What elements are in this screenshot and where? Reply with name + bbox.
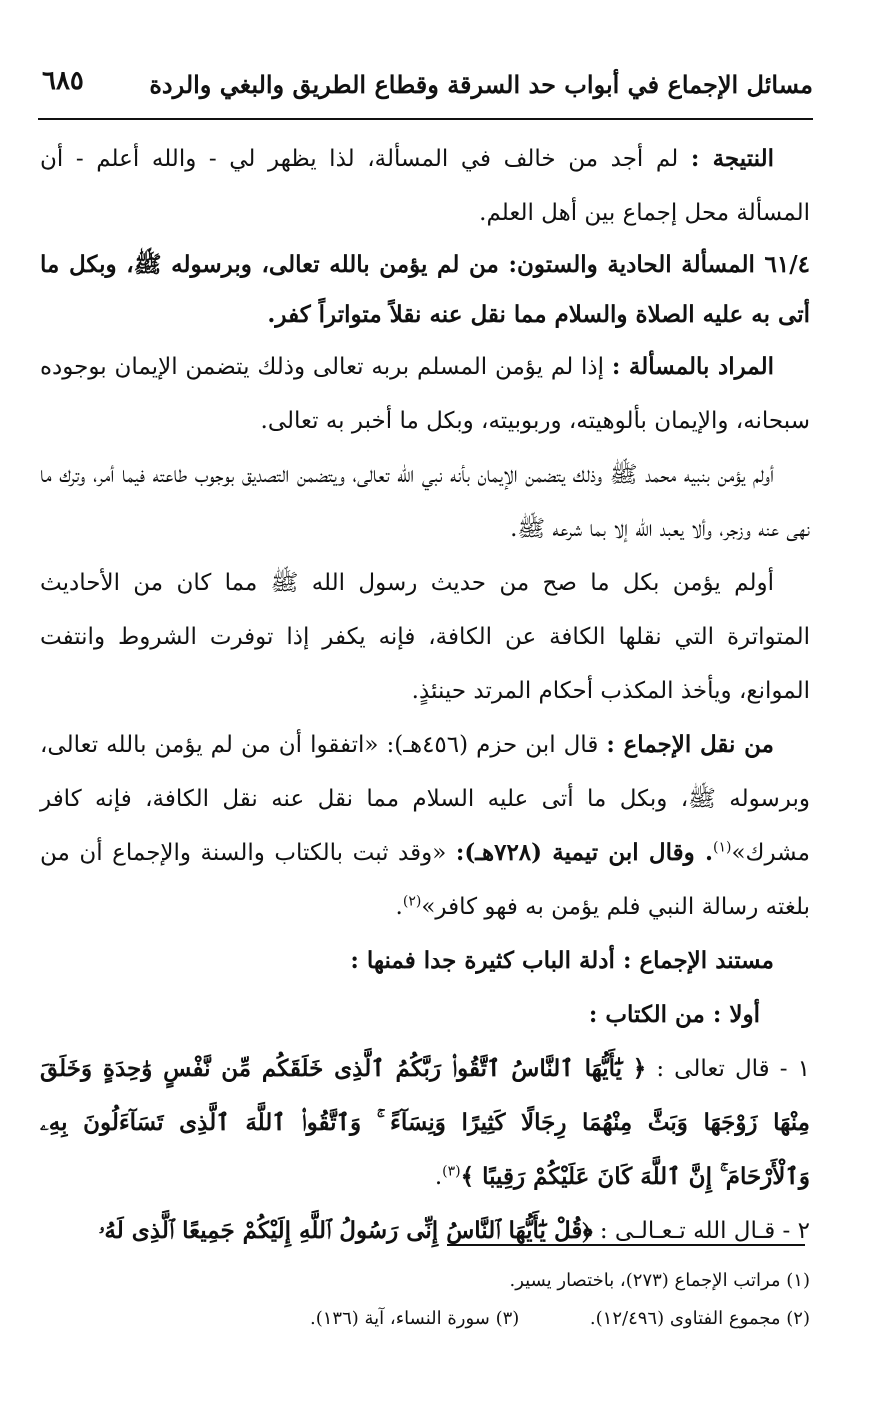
main-text bbox=[40, 132, 810, 1258]
meaning-label: المراد بالمسألة : bbox=[611, 353, 774, 380]
consensus-paragraph bbox=[40, 718, 810, 934]
verse-1-intro: ١ - قال تعالى : bbox=[646, 1056, 810, 1082]
chapter-title: مسائل الإجماع في أبواب حد السرقة وقطاع الطريق والبغي والردة bbox=[149, 70, 813, 99]
result-paragraph bbox=[40, 132, 810, 240]
consensus-text-1: قال ابن حزم (٤٥٦هـ): «اتفقوا أن من لم يؤمن بالله تعالى، وبرسوله ﷺ، وبكل ما أتى عليه السلام مما نقل عنه نقل الكافة، فإنه كافر مشرك» bbox=[40, 732, 810, 866]
footnote-row-2 bbox=[40, 1300, 810, 1338]
firstly-heading: أولا : من الكتاب : bbox=[588, 1001, 760, 1028]
paragraph-hadith: أولم يؤمن بكل ما صح من حديث رسول الله ﷺ مما كان من الأحاديث المتواترة التي نقلها الكافة عن الكافة، فإنه يكفر إذا توفرت الشروط وانتفت الموانع، ويأخذ المكذب أحكام المرتد حينئذٍ. bbox=[40, 570, 810, 704]
footnote-ref-1: (١) bbox=[712, 839, 732, 856]
evidence-heading: مستند الإجماع : أدلة الباب كثيرة جدا فمنها : bbox=[350, 947, 774, 974]
verse-1-text: ﴿ يَٰٓأَيُّهَا ٱلنَّاسُ ٱتَّقُوا۟ رَبَّكُمُ ٱلَّذِى خَلَقَكُم مِّن نَّفْسٍ وَٰحِدَةٍ وَخَلَقَ مِنْهَا زَوْجَهَا وَبَثَّ مِنْهُمَا رِجَالًا كَثِيرًا وَنِسَآءً ۚ وَٱتَّقُوا۟ ٱللَّهَ ٱلَّذِى تَسَآءَلُونَ بِهِۦ وَٱلْأَرْحَامَ ۚ إِنَّ ٱللَّهَ كَانَ عَلَيْكُمْ رَقِيبًا ﴾ bbox=[40, 1055, 810, 1190]
meaning-text: إذا لم يؤمن المسلم بربه تعالى وذلك يتضمن الإيمان بوجوده سبحانه، والإيمان بألوهيته، وربوبيته، وبكل ما أخبر به تعالى. bbox=[40, 354, 810, 434]
paragraph-prophet: أولم يؤمن بنبيه محمد ﷺ وذلك يتضمن الإيمان بأنه نبي الله تعالى، ويتضمن التصديق بوجوب طاعته فيما أمر، وترك ما نهى عنه وزجر، وألا يعبد الله إلا بما شرعه ﷺ. bbox=[40, 462, 810, 542]
footnote-rule bbox=[447, 1244, 805, 1246]
footnote-3: (٣) سورة النساء، آية (١٣٦). bbox=[310, 1308, 520, 1329]
verse-2-text: ﴿قُلْ يَٰٓأَيُّهَا ٱلنَّاسُ إِنِّى رَسُولُ ٱللَّهِ إِلَيْكُمْ جَمِيعًا ٱلَّذِى لَهُۥ bbox=[98, 1217, 593, 1244]
header-rule bbox=[38, 118, 813, 120]
consensus-ibn-taymiyya: . وقال ابن تيمية (٧٢٨هـ): bbox=[455, 839, 713, 866]
footnote-ref-2: (٢) bbox=[402, 893, 422, 910]
result-text: لم أجد من خالف في المسألة، لذا يظهر لي - والله أعلم - أن المسألة محل إجماع بين أهل العلم. bbox=[40, 146, 810, 226]
verse-2-intro: ٢ - قـال الله تـعـالـى : bbox=[592, 1218, 810, 1244]
footnotes bbox=[40, 1262, 810, 1338]
verse-1-end: . bbox=[434, 1164, 443, 1190]
footnote-1: (١) مراتب الإجماع (٢٧٣)، باختصار يسير. bbox=[509, 1270, 810, 1291]
consensus-label: من نقل الإجماع : bbox=[606, 731, 774, 758]
consensus-end: . bbox=[395, 894, 403, 920]
issue-heading: ٦١/٤ المسألة الحادية والستون: من لم يؤمن بالله تعالى، وبرسوله ﷺ، وبكل ما أتى به عليه الصلاة والسلام مما نقل عنه نقلاً متواتراً كفر. bbox=[40, 251, 810, 328]
footnote-ref-3: (٣) bbox=[442, 1163, 461, 1180]
consensus-text-2: «وقد ثبت بالكتاب والسنة والإجماع أن من بلغته رسالة النبي فلم يؤمن به فهو كافر» bbox=[40, 840, 810, 920]
running-header bbox=[38, 62, 813, 110]
result-label: النتيجة : bbox=[690, 145, 774, 172]
verse-2 bbox=[40, 1204, 810, 1258]
meaning-paragraph bbox=[40, 340, 810, 448]
verse-1 bbox=[40, 1042, 810, 1204]
footnote-2: (٢) مجموع الفتاوى (١٢/٤٩٦). bbox=[589, 1308, 810, 1329]
page-number: ٦٨٥ bbox=[42, 66, 84, 96]
